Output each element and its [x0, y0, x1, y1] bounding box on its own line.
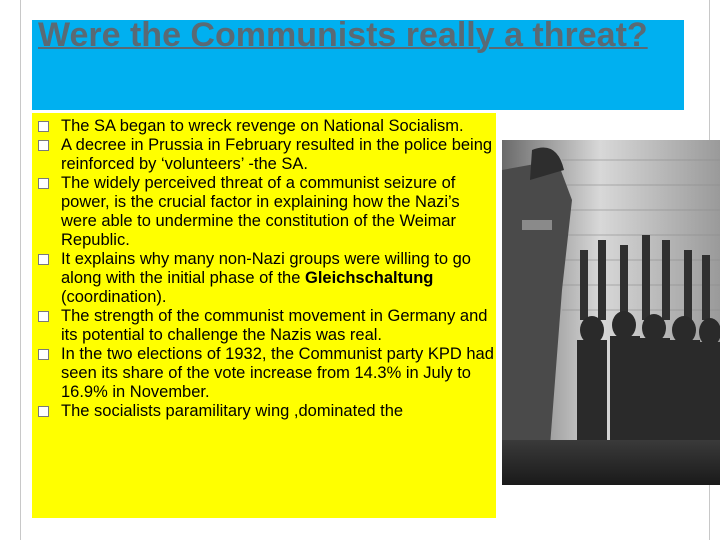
bullet-item [38, 117, 498, 136]
slide-title: Were the Communists really a threat? [38, 16, 648, 54]
bullet-item [38, 174, 498, 250]
bullet-item [38, 250, 498, 307]
historical-photo [502, 140, 720, 485]
bullet-text: The strength of the communist movement in Germany and its potential to challenge the Nazis was real. [61, 307, 488, 344]
square-bullet-icon [38, 140, 49, 151]
square-bullet-icon [38, 311, 49, 322]
bullet-text: A decree in Prussia in February resulted in the police being reinforced by ‘volunteers’ -the SA. [61, 136, 493, 173]
black-and-white-photo-icon [502, 140, 720, 485]
bullet-text-before: It explains why many non-Nazi groups were willing to go along with the initial phase of the [61, 250, 471, 287]
square-bullet-icon [38, 121, 49, 132]
square-bullet-icon [38, 406, 49, 417]
bullet-text-after: (coordination). [61, 288, 167, 306]
bullet-text: The socialists paramilitary wing ,dominated the [61, 402, 404, 420]
bullet-text: In the two elections of 1932, the Communist party KPD had seen its share of the vote increase from 14.3% in July to 16.9% in November. [61, 345, 494, 401]
bullet-text: The widely perceived threat of a communist seizure of power, is the crucial factor in explaining how the Nazi’s were able to undermine the constitution of the Weimar Republic. [61, 174, 460, 249]
bullet-list [38, 117, 498, 421]
bullet-item [38, 345, 498, 402]
bullet-bold-term: Gleichschaltung [305, 269, 434, 287]
bullet-text: The SA began to wreck revenge on National Socialism. [61, 117, 464, 135]
square-bullet-icon [38, 178, 49, 189]
square-bullet-icon [38, 349, 49, 360]
bullet-item [38, 307, 498, 345]
bullet-item [38, 136, 498, 174]
square-bullet-icon [38, 254, 49, 265]
bullet-item [38, 402, 498, 421]
